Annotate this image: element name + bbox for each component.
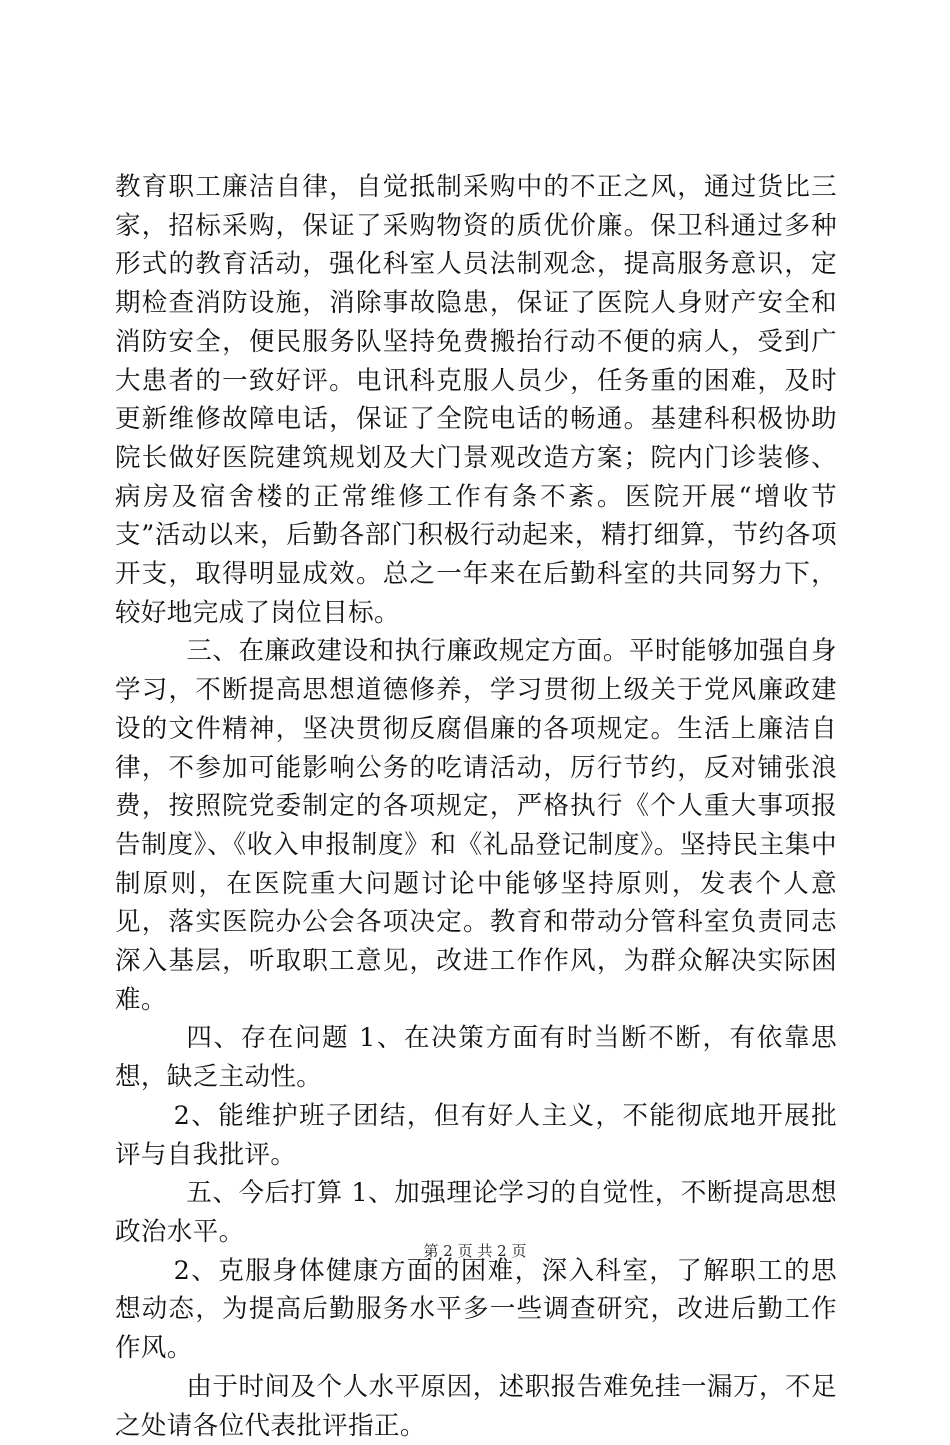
- paragraph-integrity-section: 三、在廉政建设和执行廉政规定方面。平时能够加强自身学习，不断提高思想道德修养，学习贯彻上级关于党风廉政建设的文件精神，坚决贯彻反腐倡廉的各项规定。生活上廉洁自律，不参加可能影响公务的吃请活动，厉行节约，反对铺张浪费，按照院党委制定的各项规定，严格执行《个人重大事项报告制度》、《收入申报制度》和《礼品登记制度》。坚持民主集中制原则，在医院重大问题讨论中能够坚持原则，发表个人意见，落实医院办公会各项决定。教育和带动分管科室负责同志深入基层，听取职工意见，改进工作作风，为群众解决实际困难。: [115, 636, 837, 1015]
- paragraph-problems-item-2: 2、能维护班子团结，但有好人主义，不能彻底地开展批评与自我批评。: [115, 1100, 837, 1170]
- paragraph-problems-item-1: 四、存在问题 1、在决策方面有时当断不断，有依靠思想，缺乏主动性。: [115, 1023, 837, 1093]
- paragraph-plans-item-2: 2、克服身体健康方面的困难，深入科室，了解职工的思想动态，为提高后勤服务水平多一些调查研究，改进后勤工作作风。: [115, 1255, 837, 1364]
- paragraph-logistics-summary: 教育职工廉洁自律，自觉抵制采购中的不正之风，通过货比三家，招标采购，保证了采购物资的质优价廉。保卫科通过多种形式的教育活动，强化科室人员法制观念，提高服务意识，定期检查消防设施，消除事故隐患，保证了医院人身财产安全和消防安全，便民服务队坚持免费搬抬行动不便的病人，受到广大患者的一致好评。电讯科克服人员少，任务重的困难，及时更新维修故障电话，保证了全院电话的畅通。基建科积极协助院长做好医院建筑规划及大门景观改造方案；院内门诊装修、病房及宿舍楼的正常维修工作有条不紊。医院开展“增收节支”活动以来，后勤各部门积极行动起来，精打细算，节约各项开支，取得明显成效。总之一年来在后勤科室的共同努力下，较好地完成了岗位目标。: [115, 172, 837, 628]
- page-number-footer: 第 2 页 共 2 页: [423, 1242, 527, 1260]
- paragraph-closing: 由于时间及个人水平原因，述职报告难免挂一漏万，不足之处请各位代表批评指正。: [115, 1371, 837, 1441]
- paragraph-plans-item-1: 五、今后打算 1、加强理论学习的自觉性，不断提高思想政治水平。: [115, 1178, 837, 1247]
